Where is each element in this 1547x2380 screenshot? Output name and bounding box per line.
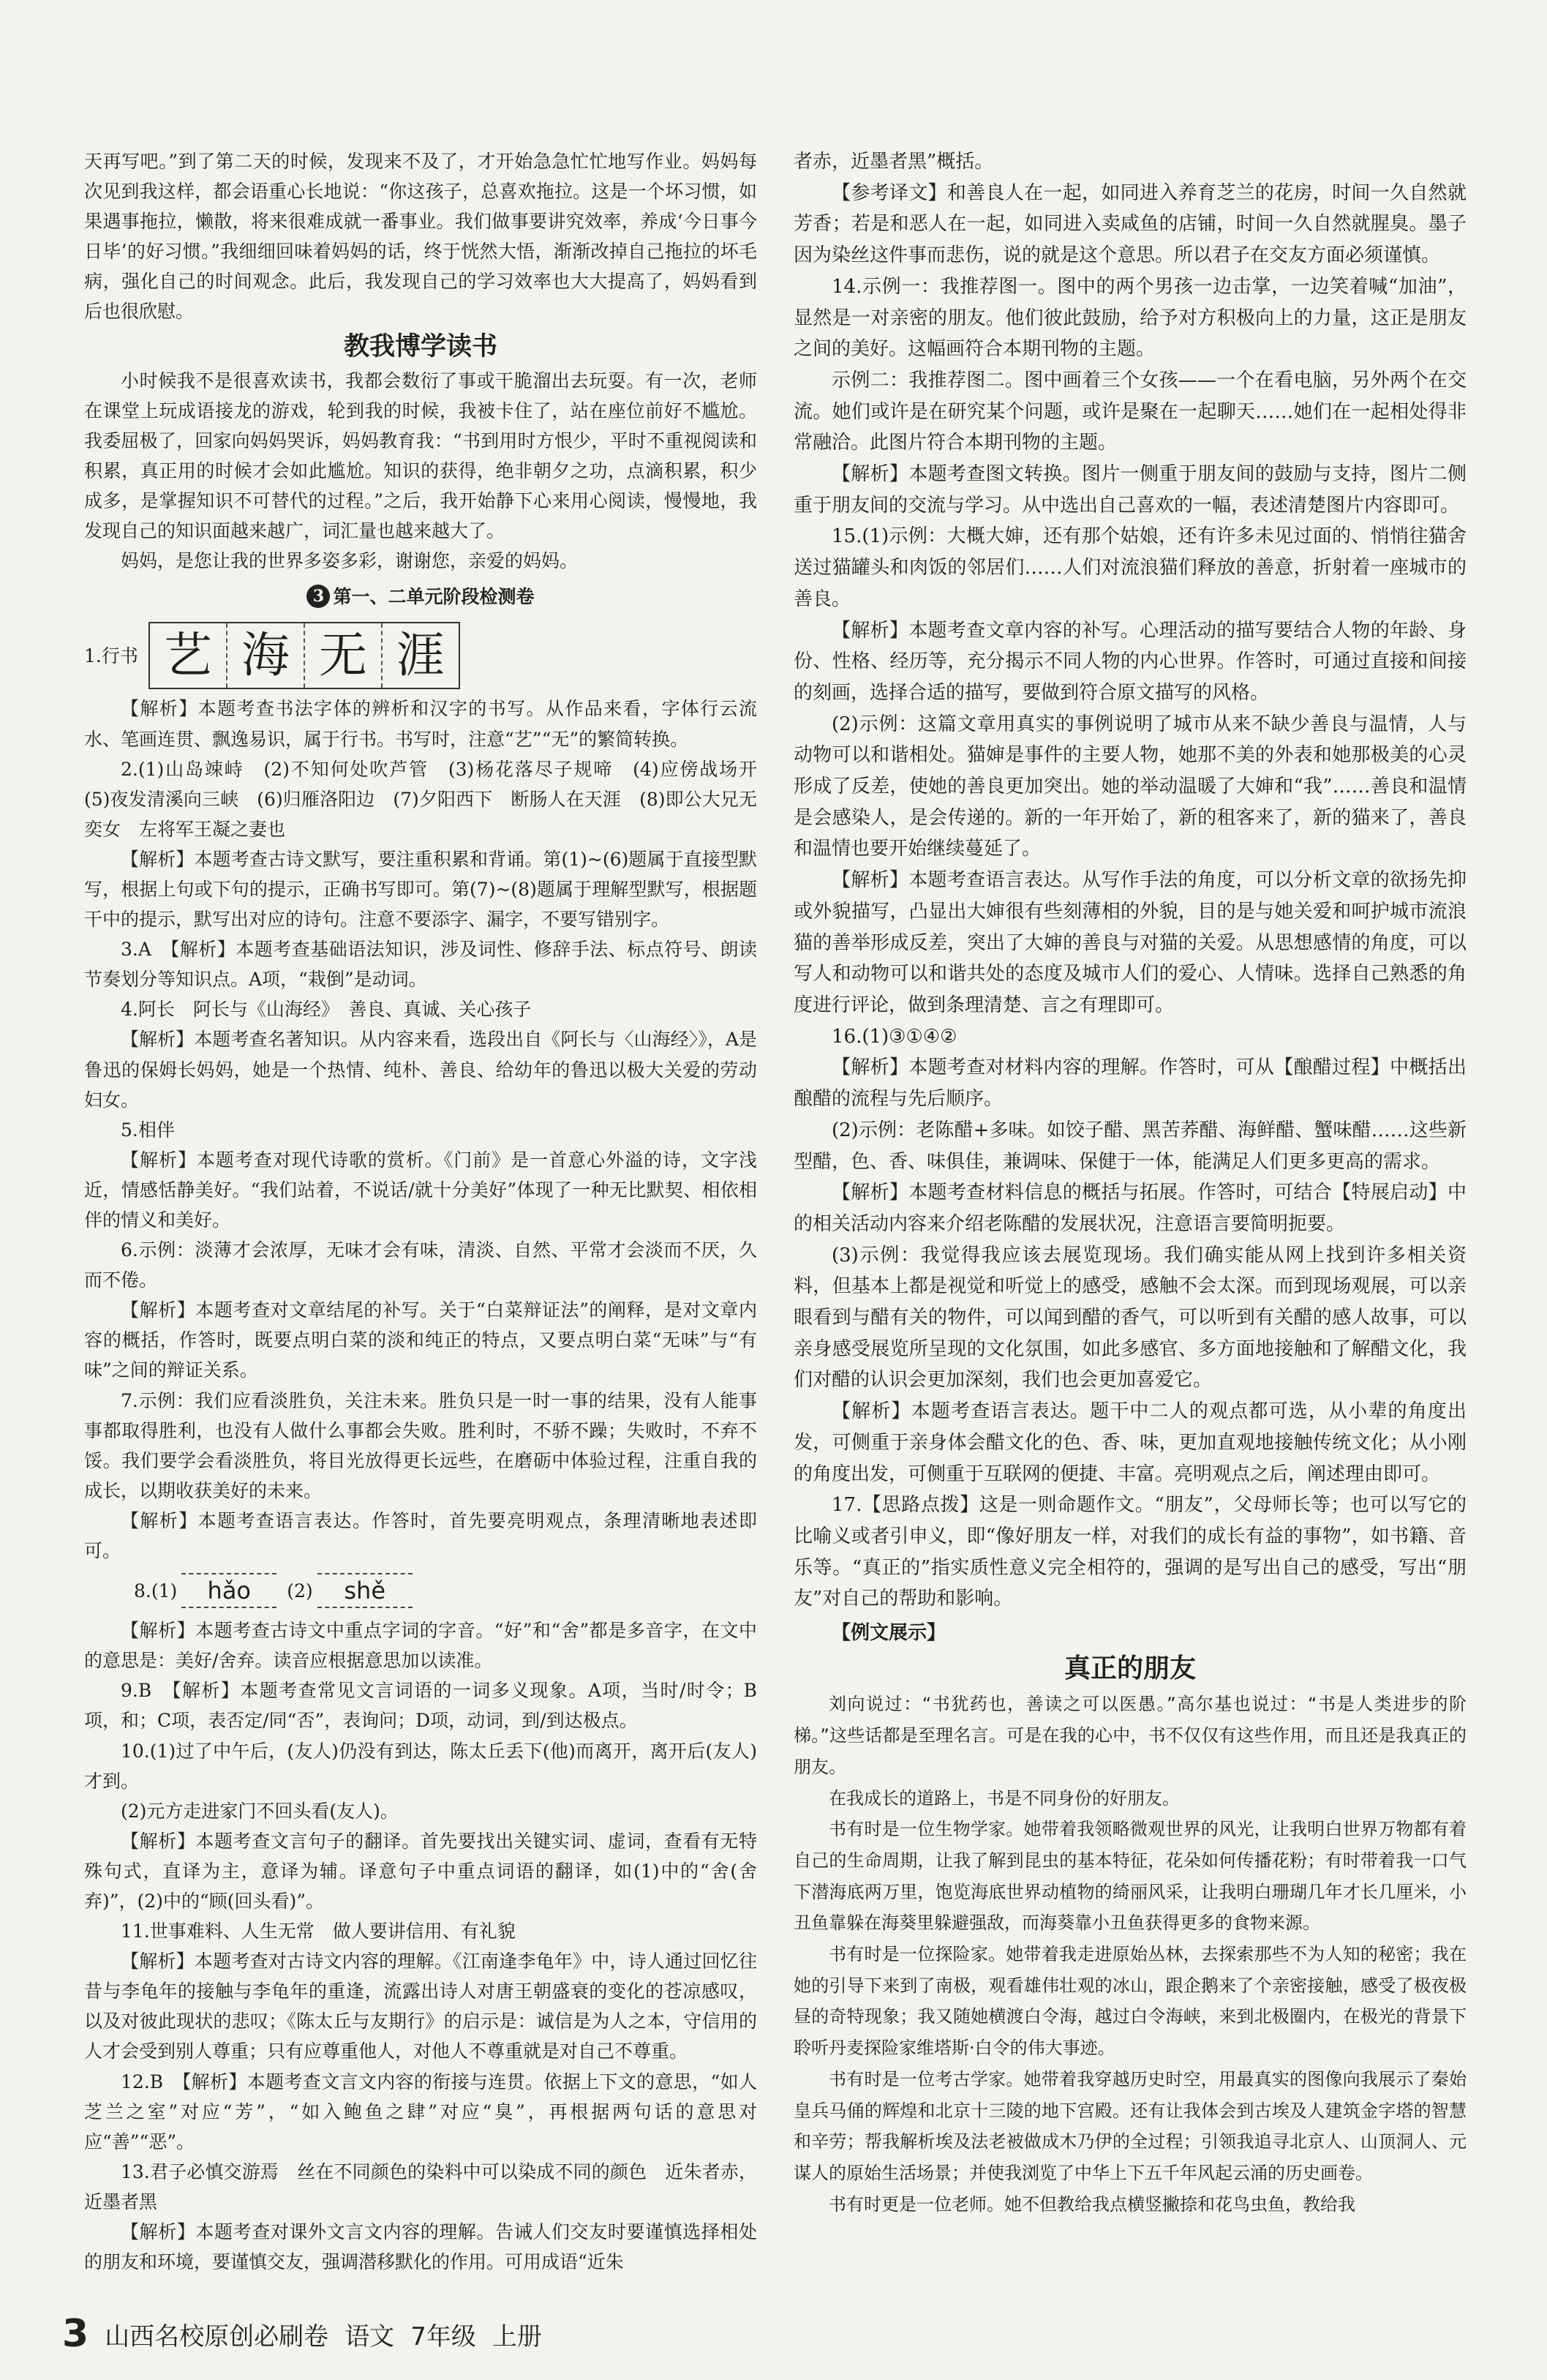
essay-paragraph: 在我成长的道路上，书是不同身份的好朋友。 [829, 1787, 1180, 1809]
pinyin-box: hǎo [181, 1573, 276, 1608]
answer-analysis-continued: 者赤，近墨者黑”概括。 [794, 151, 994, 173]
answer-item: 4.阿长 阿长与《山海经》 善良、真诚、关心孩子 [121, 999, 532, 1021]
answer-item: 17.【思路点拨】这是一则命题作文。“朋友”，父母师长等；也可以写它的比喻义或者引申义，即“像好朋友一样，对我们的成长有益的事物”，如书籍、音乐等。“真正的”指实质性意义完全相符的，强调的是写出自己的感受，写出“朋友”对自己的帮助和影响。 [794, 1494, 1467, 1610]
grade: 7年级 [410, 2321, 476, 2351]
answer-analysis: 【解析】本题考查对文章结尾的补写。关于“白菜辩证法”的阐释，是对文章内容的概括，作答时，既要点明白菜的淡和纯正的特点，又要点明白菜“无味”与“有味”之间的辩证关系。 [84, 1299, 757, 1381]
answer-analysis: 【解析】本题考查图文转换。图片一侧重于朋友间的鼓励与支持，图片二侧重于朋友间的交流与学习。从中选出自己喜欢的一幅，表述清楚图片内容即可。 [794, 463, 1467, 517]
page-footer [62, 2312, 558, 2356]
example-essay-title: 真正的朋友 [1064, 1653, 1196, 1683]
answer-analysis: 【解析】本题考查语言表达。题干中二人的观点都可选，从小辈的角度出发，可侧重于亲身体会醋文化的色、香、味，更加直观地接触传统文化；从小刚的角度出发，可侧重于互联网的便捷、丰富。亮明观点之后，阐述理由即可。 [794, 1400, 1467, 1485]
right-column [794, 146, 1467, 2220]
essay-paragraph: 书有时是一位探险家。她带着我走进原始丛林，去探索那些不为人知的秘密；我在她的引导下来到了南极，观看雄伟壮观的冰山，跟企鹅来了个亲密接触，感受了极夜极昼的奇特现象；我又随她横渡白令海，越过白令海峡，来到北极圈内，在极光的背景下聆听丹麦探险家维塔斯·白令的伟大事迹。 [794, 1944, 1467, 2059]
answer-item: 2.(1)山岛竦峙 (2)不知何处吹芦管 (3)杨花落尽子规啼 (4)应傍战场开 (5)夜发清溪向三峡 (6)归雁洛阳边 (7)夕阳西下 断肠人在天涯 (8)即公大兄无奕女 左将军王凝之妻也 [84, 758, 776, 840]
answer-item: 10.(1)过了中午后，(友人)仍没有到达，陈太丘丢下(他)而离开，离开后(友人)才到。 [84, 1740, 757, 1792]
pinyin-box: shě [317, 1573, 413, 1608]
answer-analysis: 【解析】本题考查文言句子的翻译。首先要找出关键实词、虚词，查看有无特殊句式，直译为主，意译为辅。译意句子中重点词语的翻译，如(1)中的“舍(舍弃)”，(2)中的“顾(回头看)”。 [84, 1830, 757, 1912]
section-title-text: 第一、二单元阶段检测卷 [333, 586, 535, 608]
answer-analysis: 【解析】本题考查名著知识。从内容来看，选段出自《阿长与〈山海经〉》，A是鲁迅的保姆长妈妈，她是一个热情、纯朴、善良、给幼年的鲁迅以极大关爱的劳动妇女。 [84, 1029, 757, 1111]
answer-item: (2)元方走进家门不回头看(友人)。 [121, 1800, 399, 1822]
volume: 上册 [492, 2321, 542, 2351]
answer-analysis: 【解析】本题考查语言表达。从写作手法的角度，可以分析文章的欲扬先抑或外貌描写，凸显出大婶很有些刻薄相的外貌，目的是与她关爱和呵护城市流浪猫的善举形成反差，突出了大婶的善良与对猫的关爱。从思想感情的角度，可以写人和动物可以和谐共处的态度及城市人们的爱心、人情味。选择自己熟悉的角度进行评论，做到条理清楚、言之有理即可。 [794, 869, 1467, 1016]
essay-paragraph: 小时候我不是很喜欢读书，我都会数衍了事或干脆溜出去玩耍。有一次，老师在课堂上玩成语接龙的游戏，轮到我的时候，我被卡住了，站在座位前好不尴尬。我委屈极了，回家向妈妈哭诉，妈妈教育我：“书到用时方恨少，平时不重视阅读和积累，真正用的时候才会如此尴尬。知识的获得，绝非朝夕之功，点滴积累，积少成多，是掌握知识不可替代的过程。”之后，我开始静下心来用心阅读，慢慢地，我发现自己的知识面越来越广，词汇量也越来越大了。 [84, 369, 757, 542]
essay-paragraph: 书有时是一位考古学家。她带着我穿越历史时空，用最真实的图像向我展示了秦始皇兵马俑的辉煌和北京十三陵的地下宫殿。还有让我体会到古埃及人建筑金字塔的智慧和辛劳；帮我解析埃及法老被做成木乃伊的全过程；引领我追寻北京人、山顶洞人、元谋人的原始生活场景；并使我浏览了中华上下五千年风起云涌的历史画卷。 [794, 2068, 1467, 2183]
answer-item: 15.(1)示例：大概大婶，还有那个姑娘，还有许多未见过面的、悄悄往猫舍送过猫罐头和肉饭的邻居们……人们对流浪猫们释放的善意，折射着一座城市的善良。 [794, 525, 1467, 610]
answer-item: 16.(1)③①④② [832, 1025, 957, 1048]
calligraphy-char: 无 [305, 623, 383, 688]
answer-item: 12.B 【解析】本题考查文言文内容的衔接与连贯。依据上下文的意思，“如人芝兰之室”对应“芳”，“如入鲍鱼之肆”对应“臭”，再根据两句话的意思对应“善”“恶”。 [84, 2071, 757, 2152]
book-series: 山西名校原创必刷卷 [105, 2321, 329, 2351]
essay-paragraph: 书有时是一位生物学家。她带着我领略微观世界的风光，让我明白世界万物都有着自己的生命周期，让我了解到昆虫的基本特征，花朵如何传播花粉；有时带着我一口气下潜海底两万里，饱览海底世界动植物的绮丽风采，让我明白珊瑚几年才长几厘米，小丑鱼靠躲在海葵里躲避强敌，而海葵靠小丑鱼获得更多的食物来源。 [794, 1819, 1467, 1934]
q1-calligraphy-row [84, 622, 757, 689]
answer-analysis: 【解析】本题考查古诗文中重点字词的字音。“好”和“舍”都是多音字，在文中的意思是：美好/舍弃。读音应根据意思加以读准。 [84, 1620, 757, 1672]
answer-item: 5.相伴 [121, 1119, 175, 1141]
answer-analysis: 【解析】本题考查书法字体的辨析和汉字的书写。从作品来看，字体行云流水、笔画连贯、飘逸易识，属于行书。书写时，注意“艺”“无”的繁简转换。 [84, 698, 757, 750]
answer-analysis: 【解析】本题考查对古诗文内容的理解。《江南逢李龟年》中，诗人通过回忆往昔与李龟年的接触与李龟年的重逢，流露出诗人对唐王朝盛衰的变化的苍凉感叹，以及对彼此现状的悲叹；《陈太丘与友期行》的启示是：诚信是为人之本，守信用的人才会受到别人尊重；只有应尊重他人，对他人不尊重就是对自己不尊重。 [84, 1951, 757, 2062]
answer-item: 6.示例：淡薄才会浓厚，无味才会有味，清淡、自然、平常才会淡而不厌，久而不倦。 [84, 1239, 757, 1291]
answer-item: (3)示例：我觉得我应该去展览现场。我们确实能从网上找到许多相关资料，但基本上都是视觉和听觉上的感受，感触不会太深。而到现场观展，可以亲眼看到与醋有关的物件，可以闻到醋的香气，可以听到有关醋的感人故事，可以亲身感受展览所呈现的文化氛围，如此多感官、多方面地接触和了解醋文化，我们对醋的认识会更加深刻，我们也会更加喜爱它。 [794, 1244, 1467, 1392]
answer-analysis: 【解析】本题考查对现代诗歌的赏析。《门前》是一首意心外溢的诗，文字浅近，情感恬静美好。“我们站着，不说话/就十分美好”体现了一种无比默契、相依相伴的情义和美好。 [84, 1149, 757, 1231]
q8-pinyin-row [84, 1573, 757, 1608]
left-column [84, 146, 776, 2277]
answer-item: (2)示例：这篇文章用真实的事例说明了城市从来不缺少善良与温情，人与动物可以和谐相处。猫婶是事件的主要人物，她那不美的外表和她那极美的心灵形成了反差，使她的善良更加突出。她的举动温暖了大婶和“我”……善良和温情是会感染人，是会传递的。新的一年开始了，新的租客来了，新的猫来了，善良和温情也要开始继续蔓延了。 [794, 713, 1467, 860]
answer-analysis: 【解析】本题考查对材料内容的理解。作答时，可从【酿醋过程】中概括出酿醋的流程与先后顺序。 [794, 1056, 1467, 1111]
q8-label-1: 8.(1) [134, 1580, 178, 1602]
answer-analysis: 【解析】本题考查文章内容的补写。心理活动的描写要结合人物的年龄、身份、性格、经历等，充分揭示不同人物的内心世界。作答时，可通过直接和间接的刻画，选择合适的描写，要做到符合原文描写的风格。 [794, 619, 1467, 704]
essay-paragraph: 刘向说过：“书犹药也，善读之可以医愚。”高尔基也说过：“书是人类进步的阶梯。”这些话都是至理名言。可是在我的心中，书不仅仅有这些作用，而且还是我真正的朋友。 [794, 1694, 1467, 1777]
q1-label: 1.行书 [84, 645, 138, 667]
example-essay-label: 【例文展示】 [832, 1622, 946, 1645]
answer-item: 14.示例一：我推荐图一。图中的两个男孩一边击掌，一边笑着喊“加油”，显然是一对亲密的朋友。他们彼此鼓励，给予对方积极向上的力量，这正是朋友之间的美好。这幅画符合本期刊物的主题。 [794, 275, 1467, 361]
answer-analysis: 【解析】本题考查语言表达。作答时，首先要亮明观点，条理清晰地表述即可。 [84, 1509, 757, 1562]
answer-analysis: 【解析】本题考查材料信息的概括与拓展。作答时，可结合【特展启动】中的相关活动内容来介绍老陈醋的发展状况，注意语言要简明扼要。 [794, 1182, 1467, 1235]
answer-item: 3.A 【解析】本题考查基础语法知识，涉及词性、修辞手法、标点符号、朗读节奏划分等知识点。A项，“栽倒”是动词。 [84, 939, 757, 991]
answer-item: 13.君子必慎交游焉 丝在不同颜色的染料中可以染成不同的颜色 近朱者赤，近墨者黑 [84, 2161, 757, 2212]
answer-analysis: 【解析】本题考查古诗文默写，要注重积累和背诵。第(1)~(6)题属于直接型默写，根据上句或下句的提示，正确书写即可。第(7)~(8)题属于理解型默写，根据题干中的提示，默写出对应的诗句。注意不要添字、漏字，不要写错别字。 [84, 848, 757, 931]
essay-ending-paragraph: 天再写吧。”到了第二天的时候，发现来不及了，才开始急急忙忙地写作业。妈妈每次见到我这样，都会语重心长地说：“你这孩子，总喜欢拖拉。这是一个坏习惯，如果遇事拖拉，懒散，将来很难成就一番事业。我们做事要讲究效率，养成‘今日事今日毕’的好习惯。”我细细回味着妈妈的话，终于恍然大悟，渐渐改掉自己拖拉的坏毛病，强化自己的时间观念。此后，我发现自己的学习效率也大大提高了，妈妈看到后也很欣慰。 [84, 151, 757, 323]
answer-item: 11.世事难料、人生无常 做人要讲信用、有礼貌 [121, 1921, 516, 1942]
answer-item: (2)示例：老陈醋+多味。如饺子醋、黑苦荞醋、海鲜醋、蟹味醋……这些新型醋，色、香、味俱佳，兼调味、保健于一体，能满足人们更多更高的需求。 [794, 1119, 1467, 1173]
essay-subtitle: 教我博学读书 [343, 331, 497, 361]
answer-item: 7.示例：我们应看淡胜负，关注未来。胜负只是一时一事的结果，没有人能事事都取得胜利，也没有人做什么事都会失败。胜利时，不骄不躁；失败时，不弃不馁。我们要学会看淡胜负，将目光放得更长远些，在磨砺中体验过程，注重自我的成长，以期收获美好的未来。 [84, 1389, 757, 1501]
calligraphy-char: 海 [227, 623, 305, 688]
answer-item: 示例二：我推荐图二。图中画着三个女孩——一个在看电脑，另外两个在交流。她们或许是在研究某个问题，或许是聚在一起聊天……她们在一起相处得非常融洽。此图片符合本期刊物的主题。 [794, 369, 1467, 454]
page-number: 3 [62, 2312, 89, 2356]
section-title [84, 582, 757, 612]
calligraphy-char: 涯 [396, 627, 445, 684]
q8-label-2: (2) [287, 1580, 313, 1602]
calligraphy-char: 艺 [150, 623, 227, 688]
section-number-badge: 3 [306, 585, 330, 608]
answer-analysis: 【解析】本题考查对课外文言文内容的理解。告诫人们交友时要谨慎选择相处的朋友和环境，要谨慎交友，强调潜移默化的作用。可用成语“近朱 [84, 2221, 757, 2273]
answer-item: 9.B 【解析】本题考查常见文言词语的一词多义现象。A项，当时/时令；B项，和；C项，表否定/同“否”，表询问；D项，动词，到/到达极点。 [84, 1680, 757, 1732]
calligraphy-box [148, 622, 460, 689]
essay-paragraph: 书有时更是一位老师。她不但教给我点横竖撇捺和花鸟虫鱼，教给我 [829, 2193, 1355, 2215]
essay-paragraph: 妈妈，是您让我的世界多姿多彩，谢谢您，亲爱的妈妈。 [121, 550, 579, 572]
subject: 语文 [345, 2321, 395, 2351]
reference-translation: 【参考译文】和善良人在一起，如同进入养育芝兰的花房，时间一久自然就芳香；若是和恶人在一起，如同进入卖咸鱼的店铺，时间一久自然就腥臭。墨子因为染丝这件事而悲伤，说的就是这个意思。所以君子在交友方面必须谨慎。 [794, 181, 1467, 267]
